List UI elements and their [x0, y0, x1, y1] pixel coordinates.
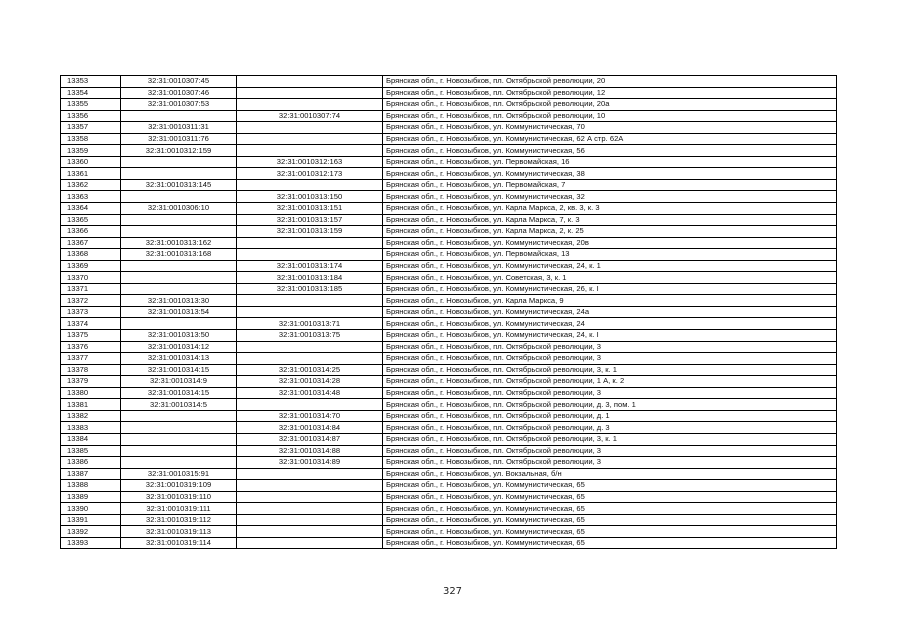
- related-cadastral-number-cell: [237, 537, 383, 549]
- cadastral-number-cell: [121, 156, 237, 168]
- related-cadastral-number-cell: [237, 514, 383, 526]
- related-cadastral-number-cell: 32:31:0010314:87: [237, 433, 383, 445]
- address-cell: Брянская обл., г. Новозыбков, ул. Карла Маркса, 7, к. 3: [383, 214, 837, 226]
- table-row: [61, 457, 837, 469]
- table-row: [61, 514, 837, 526]
- table-row: [61, 99, 837, 111]
- related-cadastral-number-cell: 32:31:0010314:70: [237, 410, 383, 422]
- related-cadastral-number-cell: 32:31:0010312:173: [237, 168, 383, 180]
- address-cell: Брянская обл., г. Новозыбков, ул. Коммунистическая, 70: [383, 122, 837, 134]
- address-cell: Брянская обл., г. Новозыбков, ул. Коммунистическая, 20в: [383, 237, 837, 249]
- row-number-cell: 13372: [61, 295, 121, 307]
- cadastral-number-cell: 32:31:0010319:114: [121, 537, 237, 549]
- related-cadastral-number-cell: [237, 249, 383, 261]
- address-cell: Брянская обл., г. Новозыбков, ул. Коммунистическая, 26, к. I: [383, 283, 837, 295]
- table-row: [61, 306, 837, 318]
- row-number-cell: 13353: [61, 76, 121, 88]
- cadastral-number-cell: [121, 457, 237, 469]
- row-number-cell: 13384: [61, 433, 121, 445]
- row-number-cell: 13377: [61, 353, 121, 365]
- related-cadastral-number-cell: 32:31:0010314:88: [237, 445, 383, 457]
- table-row: [61, 410, 837, 422]
- row-number-cell: 13382: [61, 410, 121, 422]
- row-number-cell: 13389: [61, 491, 121, 503]
- table-row: [61, 526, 837, 538]
- cadastral-number-cell: 32:31:0010319:111: [121, 503, 237, 515]
- related-cadastral-number-cell: [237, 179, 383, 191]
- address-cell: Брянская обл., г. Новозыбков, пл. Октябрьской революции, 3: [383, 387, 837, 399]
- address-cell: Брянская обл., г. Новозыбков, пл. Октябрьской революции, 3, к. 1: [383, 433, 837, 445]
- row-number-cell: 13365: [61, 214, 121, 226]
- related-cadastral-number-cell: [237, 503, 383, 515]
- table-row: [61, 376, 837, 388]
- row-number-cell: 13367: [61, 237, 121, 249]
- table-row: [61, 214, 837, 226]
- cadastral-number-cell: 32:31:0010315:91: [121, 468, 237, 480]
- row-number-cell: 13362: [61, 179, 121, 191]
- related-cadastral-number-cell: 32:31:0010313:159: [237, 226, 383, 238]
- address-cell: Брянская обл., г. Новозыбков, ул. Карла Маркса, 2, кв. 3, к. 3: [383, 203, 837, 215]
- row-number-cell: 13355: [61, 99, 121, 111]
- cadastral-number-cell: [121, 272, 237, 284]
- address-cell: Брянская обл., г. Новозыбков, пл. Октябрьской революции, 20: [383, 76, 837, 88]
- table-row: [61, 468, 837, 480]
- table-row: [61, 364, 837, 376]
- cadastral-number-cell: 32:31:0010313:168: [121, 249, 237, 261]
- address-cell: Брянская обл., г. Новозыбков, пл. Октябрьской революции, 1 А, к. 2: [383, 376, 837, 388]
- address-cell: Брянская обл., г. Новозыбков, ул. Вокзальная, б/н: [383, 468, 837, 480]
- address-cell: Брянская обл., г. Новозыбков, ул. Первомайская, 7: [383, 179, 837, 191]
- related-cadastral-number-cell: [237, 76, 383, 88]
- table-row: [61, 179, 837, 191]
- address-cell: Брянская обл., г. Новозыбков, ул. Коммунистическая, 65: [383, 503, 837, 515]
- table-row: [61, 353, 837, 365]
- table-row: [61, 330, 837, 342]
- cadastral-number-cell: 32:31:0010314:13: [121, 353, 237, 365]
- cadastral-number-cell: 32:31:0010314:12: [121, 341, 237, 353]
- table-row: [61, 203, 837, 215]
- address-cell: Брянская обл., г. Новозыбков, ул. Коммунистическая, 65: [383, 491, 837, 503]
- page-number: 327: [442, 586, 463, 597]
- cadastral-number-cell: [121, 410, 237, 422]
- related-cadastral-number-cell: 32:31:0010313:75: [237, 330, 383, 342]
- related-cadastral-number-cell: 32:31:0010313:71: [237, 318, 383, 330]
- related-cadastral-number-cell: [237, 295, 383, 307]
- row-number-cell: 13392: [61, 526, 121, 538]
- cadastral-number-cell: 32:31:0010307:46: [121, 87, 237, 99]
- table-row: [61, 226, 837, 238]
- row-number-cell: 13369: [61, 260, 121, 272]
- table-row: [61, 422, 837, 434]
- table-row: [61, 260, 837, 272]
- cadastral-number-cell: 32:31:0010314:9: [121, 376, 237, 388]
- cadastral-number-cell: 32:31:0010313:162: [121, 237, 237, 249]
- row-number-cell: 13390: [61, 503, 121, 515]
- table-row: [61, 145, 837, 157]
- address-cell: Брянская обл., г. Новозыбков, ул. Советская, 3, к. 1: [383, 272, 837, 284]
- cadastral-number-cell: 32:31:0010313:50: [121, 330, 237, 342]
- table-row: [61, 433, 837, 445]
- cadastral-number-cell: 32:31:0010306:10: [121, 203, 237, 215]
- cadastral-number-cell: [121, 433, 237, 445]
- row-number-cell: 13386: [61, 457, 121, 469]
- address-cell: Брянская обл., г. Новозыбков, ул. Коммунистическая, 62 А стр. 62А: [383, 133, 837, 145]
- address-cell: Брянская обл., г. Новозыбков, пл. Октябрьской революции, 3: [383, 353, 837, 365]
- related-cadastral-number-cell: 32:31:0010313:157: [237, 214, 383, 226]
- row-number-cell: 13393: [61, 537, 121, 549]
- row-number-cell: 13370: [61, 272, 121, 284]
- address-cell: Брянская обл., г. Новозыбков, пл. Октябрьской революции, 3, к. 1: [383, 364, 837, 376]
- related-cadastral-number-cell: [237, 353, 383, 365]
- address-cell: Брянская обл., г. Новозыбков, ул. Карла Маркса, 9: [383, 295, 837, 307]
- row-number-cell: 13357: [61, 122, 121, 134]
- address-cell: Брянская обл., г. Новозыбков, пл. Октябрьской революции, 3: [383, 341, 837, 353]
- row-number-cell: 13359: [61, 145, 121, 157]
- table-row: [61, 318, 837, 330]
- table-row: [61, 283, 837, 295]
- related-cadastral-number-cell: 32:31:0010314:89: [237, 457, 383, 469]
- row-number-cell: 13366: [61, 226, 121, 238]
- table-row: [61, 480, 837, 492]
- cadastral-number-cell: [121, 283, 237, 295]
- related-cadastral-number-cell: [237, 99, 383, 111]
- registry-table: [60, 75, 837, 549]
- row-number-cell: 13383: [61, 422, 121, 434]
- table-row: [61, 341, 837, 353]
- table-row: [61, 399, 837, 411]
- related-cadastral-number-cell: [237, 491, 383, 503]
- address-cell: Брянская обл., г. Новозыбков, ул. Коммунистическая, 24а: [383, 306, 837, 318]
- address-cell: Брянская обл., г. Новозыбков, ул. Коммунистическая, 65: [383, 526, 837, 538]
- related-cadastral-number-cell: [237, 122, 383, 134]
- cadastral-number-cell: 32:31:0010312:159: [121, 145, 237, 157]
- related-cadastral-number-cell: [237, 468, 383, 480]
- related-cadastral-number-cell: 32:31:0010313:151: [237, 203, 383, 215]
- related-cadastral-number-cell: 32:31:0010313:185: [237, 283, 383, 295]
- table-row: [61, 76, 837, 88]
- address-cell: Брянская обл., г. Новозыбков, пл. Октябрьской революции, 3: [383, 457, 837, 469]
- cadastral-number-cell: 32:31:0010307:53: [121, 99, 237, 111]
- address-cell: Брянская обл., г. Новозыбков, ул. Коммунистическая, 38: [383, 168, 837, 180]
- row-number-cell: 13373: [61, 306, 121, 318]
- cadastral-number-cell: [121, 422, 237, 434]
- address-cell: Брянская обл., г. Новозыбков, ул. Коммунистическая, 24, к. I: [383, 330, 837, 342]
- table-row: [61, 191, 837, 203]
- related-cadastral-number-cell: 32:31:0010314:48: [237, 387, 383, 399]
- related-cadastral-number-cell: 32:31:0010312:163: [237, 156, 383, 168]
- cadastral-number-cell: 32:31:0010319:110: [121, 491, 237, 503]
- cadastral-number-cell: 32:31:0010314:15: [121, 387, 237, 399]
- row-number-cell: 13379: [61, 376, 121, 388]
- cadastral-number-cell: [121, 168, 237, 180]
- cadastral-number-cell: [121, 110, 237, 122]
- row-number-cell: 13388: [61, 480, 121, 492]
- row-number-cell: 13358: [61, 133, 121, 145]
- address-cell: Брянская обл., г. Новозыбков, ул. Первомайская, 13: [383, 249, 837, 261]
- related-cadastral-number-cell: [237, 87, 383, 99]
- related-cadastral-number-cell: 32:31:0010314:84: [237, 422, 383, 434]
- row-number-cell: 13368: [61, 249, 121, 261]
- table-row: [61, 387, 837, 399]
- cadastral-number-cell: 32:31:0010313:145: [121, 179, 237, 191]
- address-cell: Брянская обл., г. Новозыбков, пл. Октябрьской революции, д. 1: [383, 410, 837, 422]
- address-cell: Брянская обл., г. Новозыбков, ул. Коммунистическая, 65: [383, 480, 837, 492]
- address-cell: Брянская обл., г. Новозыбков, ул. Коммунистическая, 24: [383, 318, 837, 330]
- row-number-cell: 13356: [61, 110, 121, 122]
- row-number-cell: 13371: [61, 283, 121, 295]
- table-row: [61, 503, 837, 515]
- related-cadastral-number-cell: 32:31:0010313:150: [237, 191, 383, 203]
- related-cadastral-number-cell: [237, 145, 383, 157]
- cadastral-number-cell: 32:31:0010307:45: [121, 76, 237, 88]
- row-number-cell: 13364: [61, 203, 121, 215]
- table-row: [61, 110, 837, 122]
- cadastral-number-cell: 32:31:0010314:15: [121, 364, 237, 376]
- row-number-cell: 13374: [61, 318, 121, 330]
- address-cell: Брянская обл., г. Новозыбков, пл. Октябрьской революции, д. 3, пом. 1: [383, 399, 837, 411]
- cadastral-number-cell: [121, 445, 237, 457]
- cadastral-number-cell: 32:31:0010319:113: [121, 526, 237, 538]
- table-row: [61, 295, 837, 307]
- table-row: [61, 156, 837, 168]
- cadastral-number-cell: 32:31:0010319:109: [121, 480, 237, 492]
- related-cadastral-number-cell: [237, 133, 383, 145]
- related-cadastral-number-cell: [237, 399, 383, 411]
- cadastral-number-cell: 32:31:0010319:112: [121, 514, 237, 526]
- table-row: [61, 87, 837, 99]
- related-cadastral-number-cell: 32:31:0010314:25: [237, 364, 383, 376]
- table-row: [61, 237, 837, 249]
- related-cadastral-number-cell: [237, 341, 383, 353]
- address-cell: Брянская обл., г. Новозыбков, ул. Коммунистическая, 65: [383, 537, 837, 549]
- cadastral-number-cell: [121, 214, 237, 226]
- row-number-cell: 13385: [61, 445, 121, 457]
- table-row: [61, 537, 837, 549]
- table-row: [61, 122, 837, 134]
- related-cadastral-number-cell: 32:31:0010307:74: [237, 110, 383, 122]
- row-number-cell: 13361: [61, 168, 121, 180]
- table-row: [61, 272, 837, 284]
- related-cadastral-number-cell: 32:31:0010314:28: [237, 376, 383, 388]
- cadastral-number-cell: [121, 191, 237, 203]
- related-cadastral-number-cell: [237, 237, 383, 249]
- address-cell: Брянская обл., г. Новозыбков, ул. Коммунистическая, 65: [383, 514, 837, 526]
- row-number-cell: 13380: [61, 387, 121, 399]
- cadastral-number-cell: 32:31:0010314:5: [121, 399, 237, 411]
- registry-table-body: [61, 76, 837, 549]
- cadastral-number-cell: 32:31:0010313:54: [121, 306, 237, 318]
- cadastral-number-cell: 32:31:0010311:76: [121, 133, 237, 145]
- address-cell: Брянская обл., г. Новозыбков, пл. Октябрьской революции, 10: [383, 110, 837, 122]
- address-cell: Брянская обл., г. Новозыбков, пл. Октябрьской революции, 12: [383, 87, 837, 99]
- table-row: [61, 491, 837, 503]
- row-number-cell: 13363: [61, 191, 121, 203]
- cadastral-number-cell: [121, 226, 237, 238]
- row-number-cell: 13391: [61, 514, 121, 526]
- related-cadastral-number-cell: 32:31:0010313:174: [237, 260, 383, 272]
- row-number-cell: 13354: [61, 87, 121, 99]
- row-number-cell: 13387: [61, 468, 121, 480]
- related-cadastral-number-cell: [237, 526, 383, 538]
- address-cell: Брянская обл., г. Новозыбков, ул. Коммунистическая, 56: [383, 145, 837, 157]
- related-cadastral-number-cell: [237, 306, 383, 318]
- address-cell: Брянская обл., г. Новозыбков, пл. Октябрьской революции, д. 3: [383, 422, 837, 434]
- address-cell: Брянская обл., г. Новозыбков, ул. Коммунистическая, 24, к. 1: [383, 260, 837, 272]
- related-cadastral-number-cell: [237, 480, 383, 492]
- row-number-cell: 13360: [61, 156, 121, 168]
- related-cadastral-number-cell: 32:31:0010313:184: [237, 272, 383, 284]
- address-cell: Брянская обл., г. Новозыбков, пл. Октябрьской революции, 20а: [383, 99, 837, 111]
- row-number-cell: 13376: [61, 341, 121, 353]
- address-cell: Брянская обл., г. Новозыбков, ул. Коммунистическая, 32: [383, 191, 837, 203]
- cadastral-number-cell: [121, 260, 237, 272]
- row-number-cell: 13378: [61, 364, 121, 376]
- table-row: [61, 249, 837, 261]
- table-row: [61, 445, 837, 457]
- table-row: [61, 133, 837, 145]
- address-cell: Брянская обл., г. Новозыбков, пл. Октябрьской революции, 3: [383, 445, 837, 457]
- row-number-cell: 13381: [61, 399, 121, 411]
- table-row: [61, 168, 837, 180]
- address-cell: Брянская обл., г. Новозыбков, ул. Карла Маркса, 2, к. 25: [383, 226, 837, 238]
- cadastral-number-cell: [121, 318, 237, 330]
- cadastral-number-cell: 32:31:0010313:30: [121, 295, 237, 307]
- row-number-cell: 13375: [61, 330, 121, 342]
- cadastral-number-cell: 32:31:0010311:31: [121, 122, 237, 134]
- address-cell: Брянская обл., г. Новозыбков, ул. Первомайская, 16: [383, 156, 837, 168]
